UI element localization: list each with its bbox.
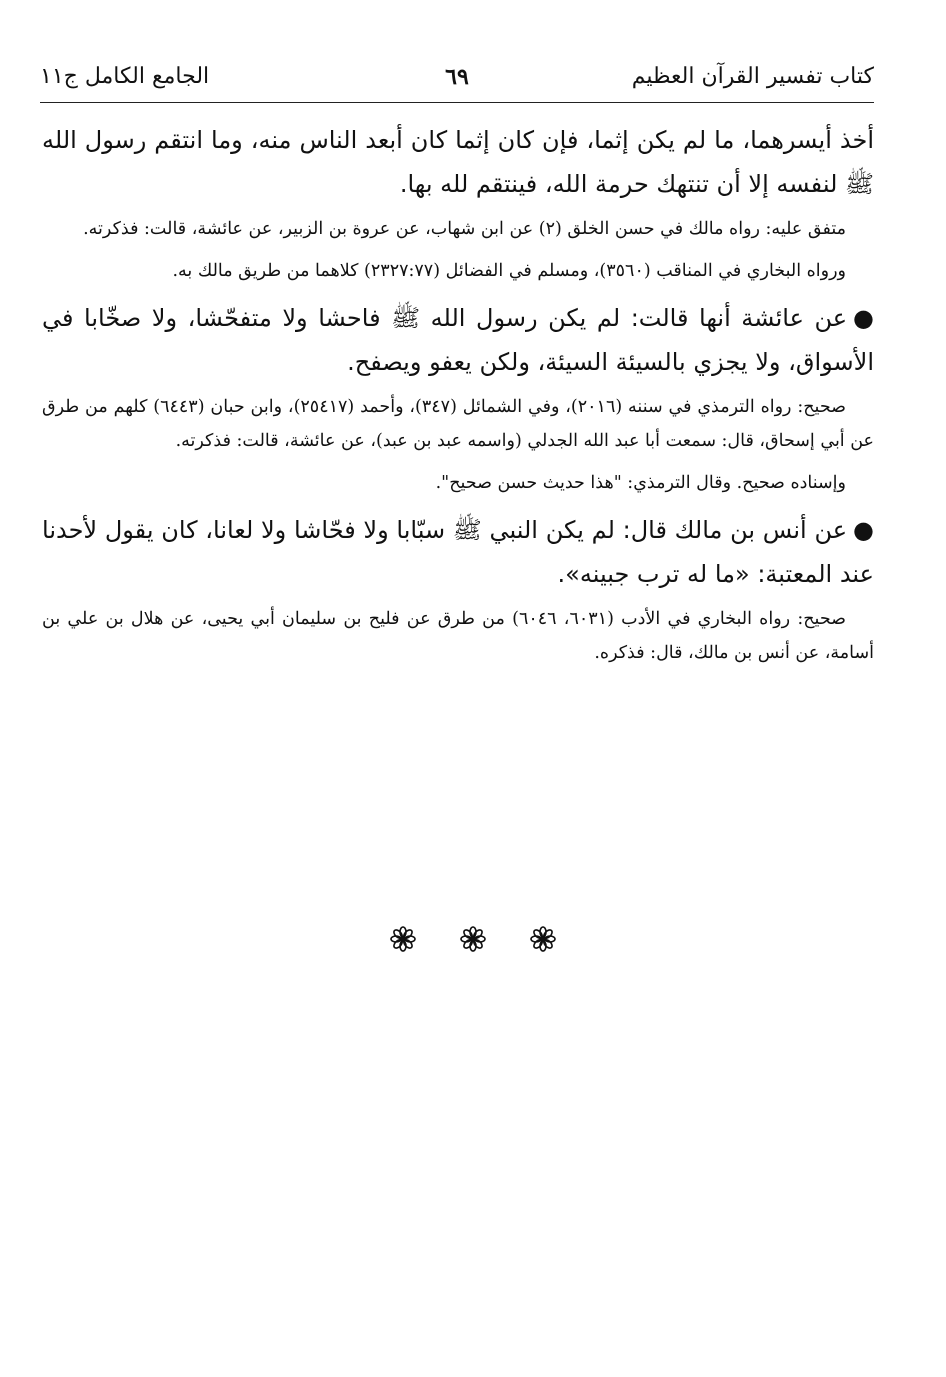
floral-ornament-icon: [530, 926, 556, 952]
paragraph-text: صحيح: رواه الترمذي في سننه (٢٠١٦)، وفي الشمائل (٣٤٧)، وأحمد (٢٥٤١٧)، وابن حبان (٦٤٤٣) كلهم من طرق عن أبي إسحاق، قال: سمعت أبا عبد الله الجدلي (واسمه عبد بن عبد)، عن عائشة، قالت: فذكرته.: [42, 397, 874, 451]
page-body: [42, 118, 874, 678]
hadith-paragraph: [42, 508, 874, 596]
takhrij-note: [42, 390, 874, 458]
section-end-ornaments: [0, 926, 946, 952]
bullet-icon: ●: [853, 304, 874, 332]
paragraph-text: صحيح: رواه البخاري في الأدب (٦٠٣١، ٦٠٤٦) من طرق عن فليح بن سليمان أبي يحيى، عن هلال بن علي بن أسامة، عن أنس بن مالك، قال: فذكره.: [42, 609, 874, 663]
volume-label: الجامع الكامل ج١١: [40, 64, 210, 89]
hadith-paragraph: [42, 296, 874, 384]
hadith-paragraph: [42, 118, 874, 206]
paragraph-text: ورواه البخاري في المناقب (٣٥٦٠)، ومسلم في الفضائل (٢٣٢٧:٧٧) كلاهما من طريق مالك به.: [172, 261, 846, 281]
takhrij-note: [42, 254, 874, 288]
page-number: ٦٩: [445, 64, 469, 90]
floral-ornament-icon: [460, 926, 486, 952]
paragraph-text: عن أنس بن مالك قال: لم يكن النبي ﷺ سبّابا ولا فحّاشا ولا لعانا، كان يقول لأحدنا عند المعتبة: «ما له ترب جبينه».: [42, 516, 874, 588]
book-title: كتاب تفسير القرآن العظيم: [631, 64, 874, 89]
takhrij-note: [42, 466, 874, 500]
paragraph-text: متفق عليه: رواه مالك في حسن الخلق (٢) عن ابن شهاب، عن عروة بن الزبير، عن عائشة، قالت: فذكرته.: [83, 219, 846, 239]
paragraph-text: عن عائشة أنها قالت: لم يكن رسول الله ﷺ فاحشا ولا متفحّشا، ولا صخّابا في الأسواق، ولا يجزي بالسيئة السيئة، ولكن يعفو ويصفح.: [42, 304, 874, 376]
page-header: [40, 62, 874, 98]
paragraph-text: أخذ أيسرهما، ما لم يكن إثما، فإن كان إثما كان أبعد الناس منه، وما انتقم رسول الله ﷺ لنفسه إلا أن تنتهك حرمة الله، فينتقم لله بها.: [42, 126, 874, 198]
floral-ornament-icon: [390, 926, 416, 952]
paragraph-text: وإسناده صحيح. وقال الترمذي: "هذا حديث حسن صحيح".: [435, 473, 846, 493]
takhrij-note: [42, 212, 874, 246]
bullet-icon: ●: [853, 516, 874, 544]
header-divider: [40, 102, 874, 103]
takhrij-note: [42, 602, 874, 670]
